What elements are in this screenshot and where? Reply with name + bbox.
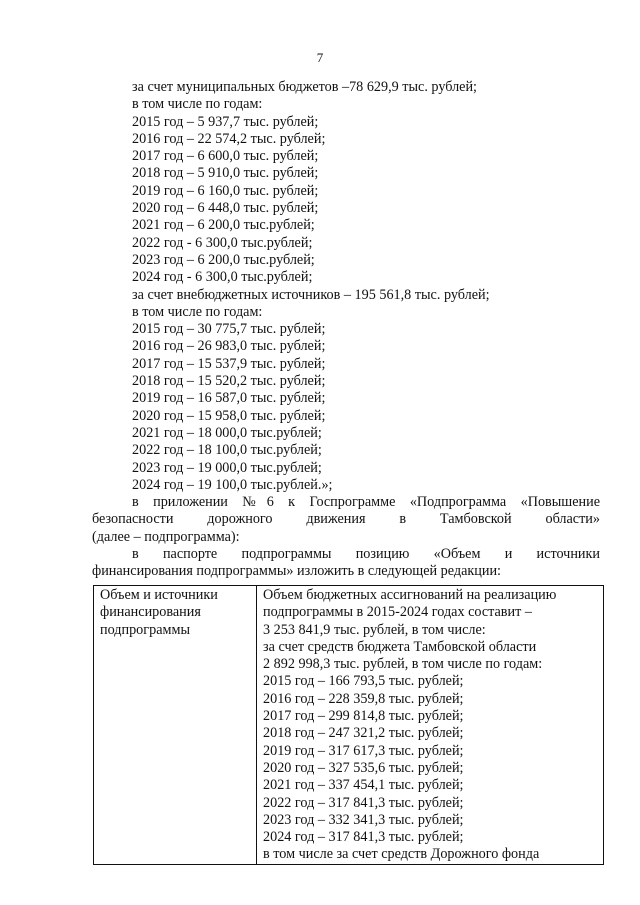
value-line: 2018 год – 247 321,2 тыс. рублей; xyxy=(263,725,464,742)
year-line: 2016 год – 26 983,0 тыс. рублей; xyxy=(132,338,326,355)
year-line: 2020 год – 6 448,0 тыс. рублей; xyxy=(132,200,319,217)
year-line: 2015 год – 30 775,7 тыс. рублей; xyxy=(132,321,326,338)
value-line: 2015 год – 166 793,5 тыс. рублей; xyxy=(263,673,464,690)
value-line: 2020 год – 327 535,6 тыс. рублей; xyxy=(263,759,464,776)
financing-value-cell xyxy=(257,586,604,865)
value-line: подпрограммы в 2015-2024 годах составит – xyxy=(263,604,532,621)
appendix-paragraph-line1: в приложении №6 к Госпрограмме «Подпрограмма «Повышение xyxy=(132,494,600,511)
year-line: 2019 год – 16 587,0 тыс. рублей; xyxy=(132,390,326,407)
value-line: 2016 год – 228 359,8 тыс. рублей; xyxy=(263,690,464,707)
year-line: 2016 год – 22 574,2 тыс. рублей; xyxy=(132,130,326,147)
value-line: 2017 год – 299 814,8 тыс. рублей; xyxy=(263,708,464,725)
year-line: 2022 год - 6 300,0 тыс.рублей; xyxy=(132,234,313,251)
year-line: 2024 год – 19 100,0 тыс.рублей.»; xyxy=(132,476,333,493)
year-line: 2018 год – 5 910,0 тыс. рублей; xyxy=(132,165,319,182)
year-line: 2019 год – 6 160,0 тыс. рублей; xyxy=(132,182,319,199)
value-line: 3 253 841,9 тыс. рублей, в том числе: xyxy=(263,621,486,638)
passport-paragraph-line1: в паспорте подпрограммы позицию «Объем и источники xyxy=(132,546,600,563)
year-line: 2020 год – 15 958,0 тыс. рублей; xyxy=(132,407,326,424)
municipal-budget-total: за счет муниципальных бюджетов –78 629,9 тыс. рублей; xyxy=(132,79,478,95)
value-line: 2023 год – 332 341,3 тыс. рублей; xyxy=(263,811,464,828)
label-line: Объем и источники xyxy=(100,587,218,603)
year-line: 2021 год – 6 200,0 тыс.рублей; xyxy=(132,217,315,234)
document-body xyxy=(92,79,600,581)
year-line: 2015 год – 5 937,7 тыс. рублей; xyxy=(132,113,319,130)
municipal-by-years-label: в том числе по годам: xyxy=(132,96,263,113)
value-line: 2019 год – 317 617,3 тыс. рублей; xyxy=(263,742,464,759)
extrabudget-total: за счет внебюджетных источников – 195 561,8 тыс. рублей; xyxy=(132,286,490,303)
extrabudget-years-list xyxy=(92,321,600,494)
value-line: 2022 год – 317 841,3 тыс. рублей; xyxy=(263,794,464,811)
value-line: 2 892 998,3 тыс. рублей, в том числе по годам: xyxy=(263,656,543,673)
year-line: 2024 год - 6 300,0 тыс.рублей; xyxy=(132,269,313,286)
label-line: подпрограммы xyxy=(100,621,190,638)
table-row xyxy=(94,586,604,865)
appendix-paragraph-line3: (далее – подпрограмма): xyxy=(92,528,240,545)
financing-table xyxy=(93,585,604,865)
year-line: 2021 год – 18 000,0 тыс.рублей; xyxy=(132,424,322,441)
year-line: 2023 год – 6 200,0 тыс.рублей; xyxy=(132,251,315,268)
year-line: 2017 год – 15 537,9 тыс. рублей; xyxy=(132,355,326,372)
passport-paragraph-line2: финансирования подпрограммы» изложить в следующей редакции: xyxy=(92,563,501,580)
value-line: в том числе за счет средств Дорожного фонда xyxy=(263,846,540,863)
page-number: 7 xyxy=(316,50,324,65)
value-line: 2021 год – 337 454,1 тыс. рублей; xyxy=(263,777,464,794)
value-line: Объем бюджетных ассигнований на реализацию xyxy=(263,587,557,603)
year-line: 2018 год – 15 520,2 тыс. рублей; xyxy=(132,373,326,390)
year-line: 2023 год – 19 000,0 тыс.рублей; xyxy=(132,459,322,476)
financing-label-cell xyxy=(94,586,257,865)
value-line: 2024 год – 317 841,3 тыс. рублей; xyxy=(263,829,464,846)
year-line: 2022 год – 18 100,0 тыс.рублей; xyxy=(132,442,322,459)
extrabudget-by-years-label: в том числе по годам: xyxy=(132,303,263,320)
year-line: 2017 год – 6 600,0 тыс. рублей; xyxy=(132,148,319,165)
value-line: за счет средств бюджета Тамбовской области xyxy=(263,638,537,655)
label-line: финансирования xyxy=(100,604,201,621)
appendix-paragraph-line2: безопасности дорожного движения в Тамбовской области» xyxy=(92,511,600,528)
municipal-years-list xyxy=(92,114,600,287)
